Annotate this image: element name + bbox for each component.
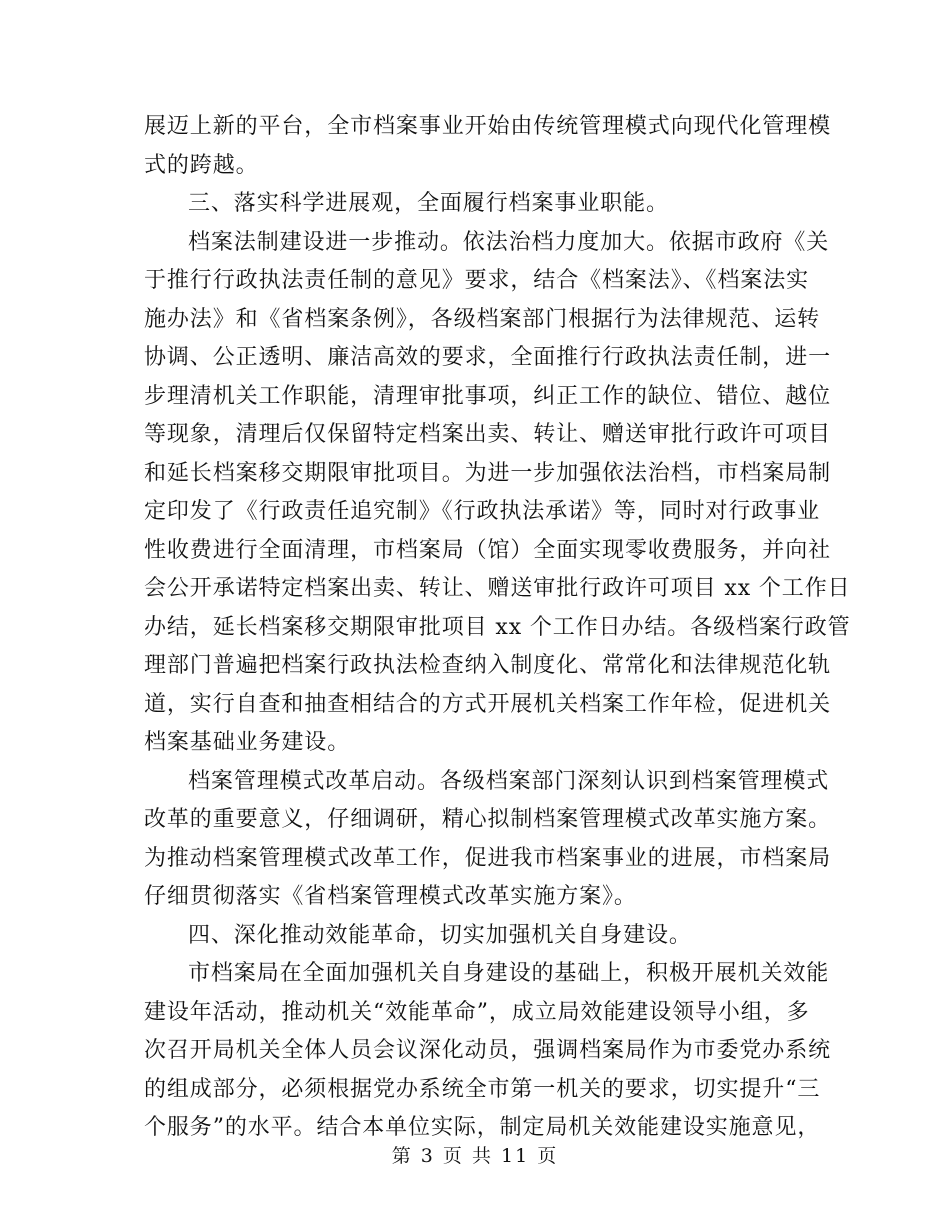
body-line: 改革的重要意义，仔细调研，精心拟制档案管理模式改革实施方案。 [144,807,832,832]
document-body [144,108,851,1148]
body-line: 的组成部分，必须根据党办系统全市第一机关的要求，切实提升“三 [144,1076,821,1102]
body-line: 个服务”的水平。结合本单位实际，制定局机关效能建设实施意见， [144,1115,821,1140]
body-line: 为推动档案管理模式改革工作，促进我市档案事业的进展，市档案局 [144,845,832,871]
body-line: 定印发了《行政责任追究制》《行政执法承诺》等，同时对行政事业 [144,499,821,524]
current-page-number: 3 [420,1145,435,1167]
body-line: 等现象，清理后仅保留特定档案出卖、转让、赠送审批行政许可项目 [144,422,832,447]
body-line: 仔细贯彻落实《省档案管理模式改革实施方案》。 [144,884,637,909]
body-line: 协调、公正透明、廉洁高效的要求，全面推行行政执法责任制，进一 [144,345,832,370]
footer-prefix: 第 [391,1145,413,1167]
body-line: 步理清机关工作职能，清理审批事项，纠正工作的缺位、错位、越位 [144,383,832,409]
body-line: 建设年活动，推动机关“效能革命”，成立局效能建设领导小组，多 [144,999,810,1025]
footer-suffix: 页 [537,1145,559,1167]
body-line: 式的跨越。 [144,152,259,178]
footer-page-word: 页 [442,1145,464,1167]
paragraph-start: 市档案局在全面加强机关自身建设的基础上，积极开展机关效能 [188,961,830,986]
total-page-number: 11 [501,1145,530,1167]
body-line: 施办法》和《省档案条例》，各级档案部门根据行为法律规范、运转 [144,306,821,332]
section-heading-4: 四、深化推动效能革命，切实加强机关自身建设。 [188,922,692,948]
body-line: 和延长档案移交期限审批项目。为进一步加强依法治档，市档案局制 [144,460,832,486]
body-line: 档案基础业务建设。 [144,730,351,755]
footer-total-word: 共 [471,1145,493,1167]
body-line: 展迈上新的平台，全市档案事业开始由传统管理模式向现代化管理模 [144,114,832,139]
body-line: 次召开局机关全体人员会议深化动员，强调档案局作为市委党办系统 [144,1038,832,1063]
body-line: 会公开承诺特定档案出卖、转让、赠送审批行政许可项目 xx 个工作日 [144,576,851,601]
paragraph-start: 档案法制建设进一步推动。依法治档力度加大。依据市政府《关 [188,229,830,255]
body-line: 办结，延长档案移交期限审批项目 xx 个工作日办结。各级档案行政管 [144,614,851,640]
body-line: 理部门普遍把档案行政执法检查纳入制度化、常常化和法律规范化轨 [144,653,832,678]
body-line: 于推行行政执法责任制的意见》要求，结合《档案法》、《档案法实 [144,268,810,293]
page-footer [0,1144,950,1168]
body-line: 道，实行自查和抽查相结合的方式开展机关档案工作年检，促进机关 [144,691,832,717]
section-heading-3: 三、落实科学进展观，全面履行档案事业职能。 [188,191,669,216]
body-line: 性收费进行全面清理，市档案局（馆）全面实现零收费服务，并向社 [144,537,832,563]
paragraph-start: 档案管理模式改革启动。各级档案部门深刻认识到档案管理模式 [188,768,830,794]
